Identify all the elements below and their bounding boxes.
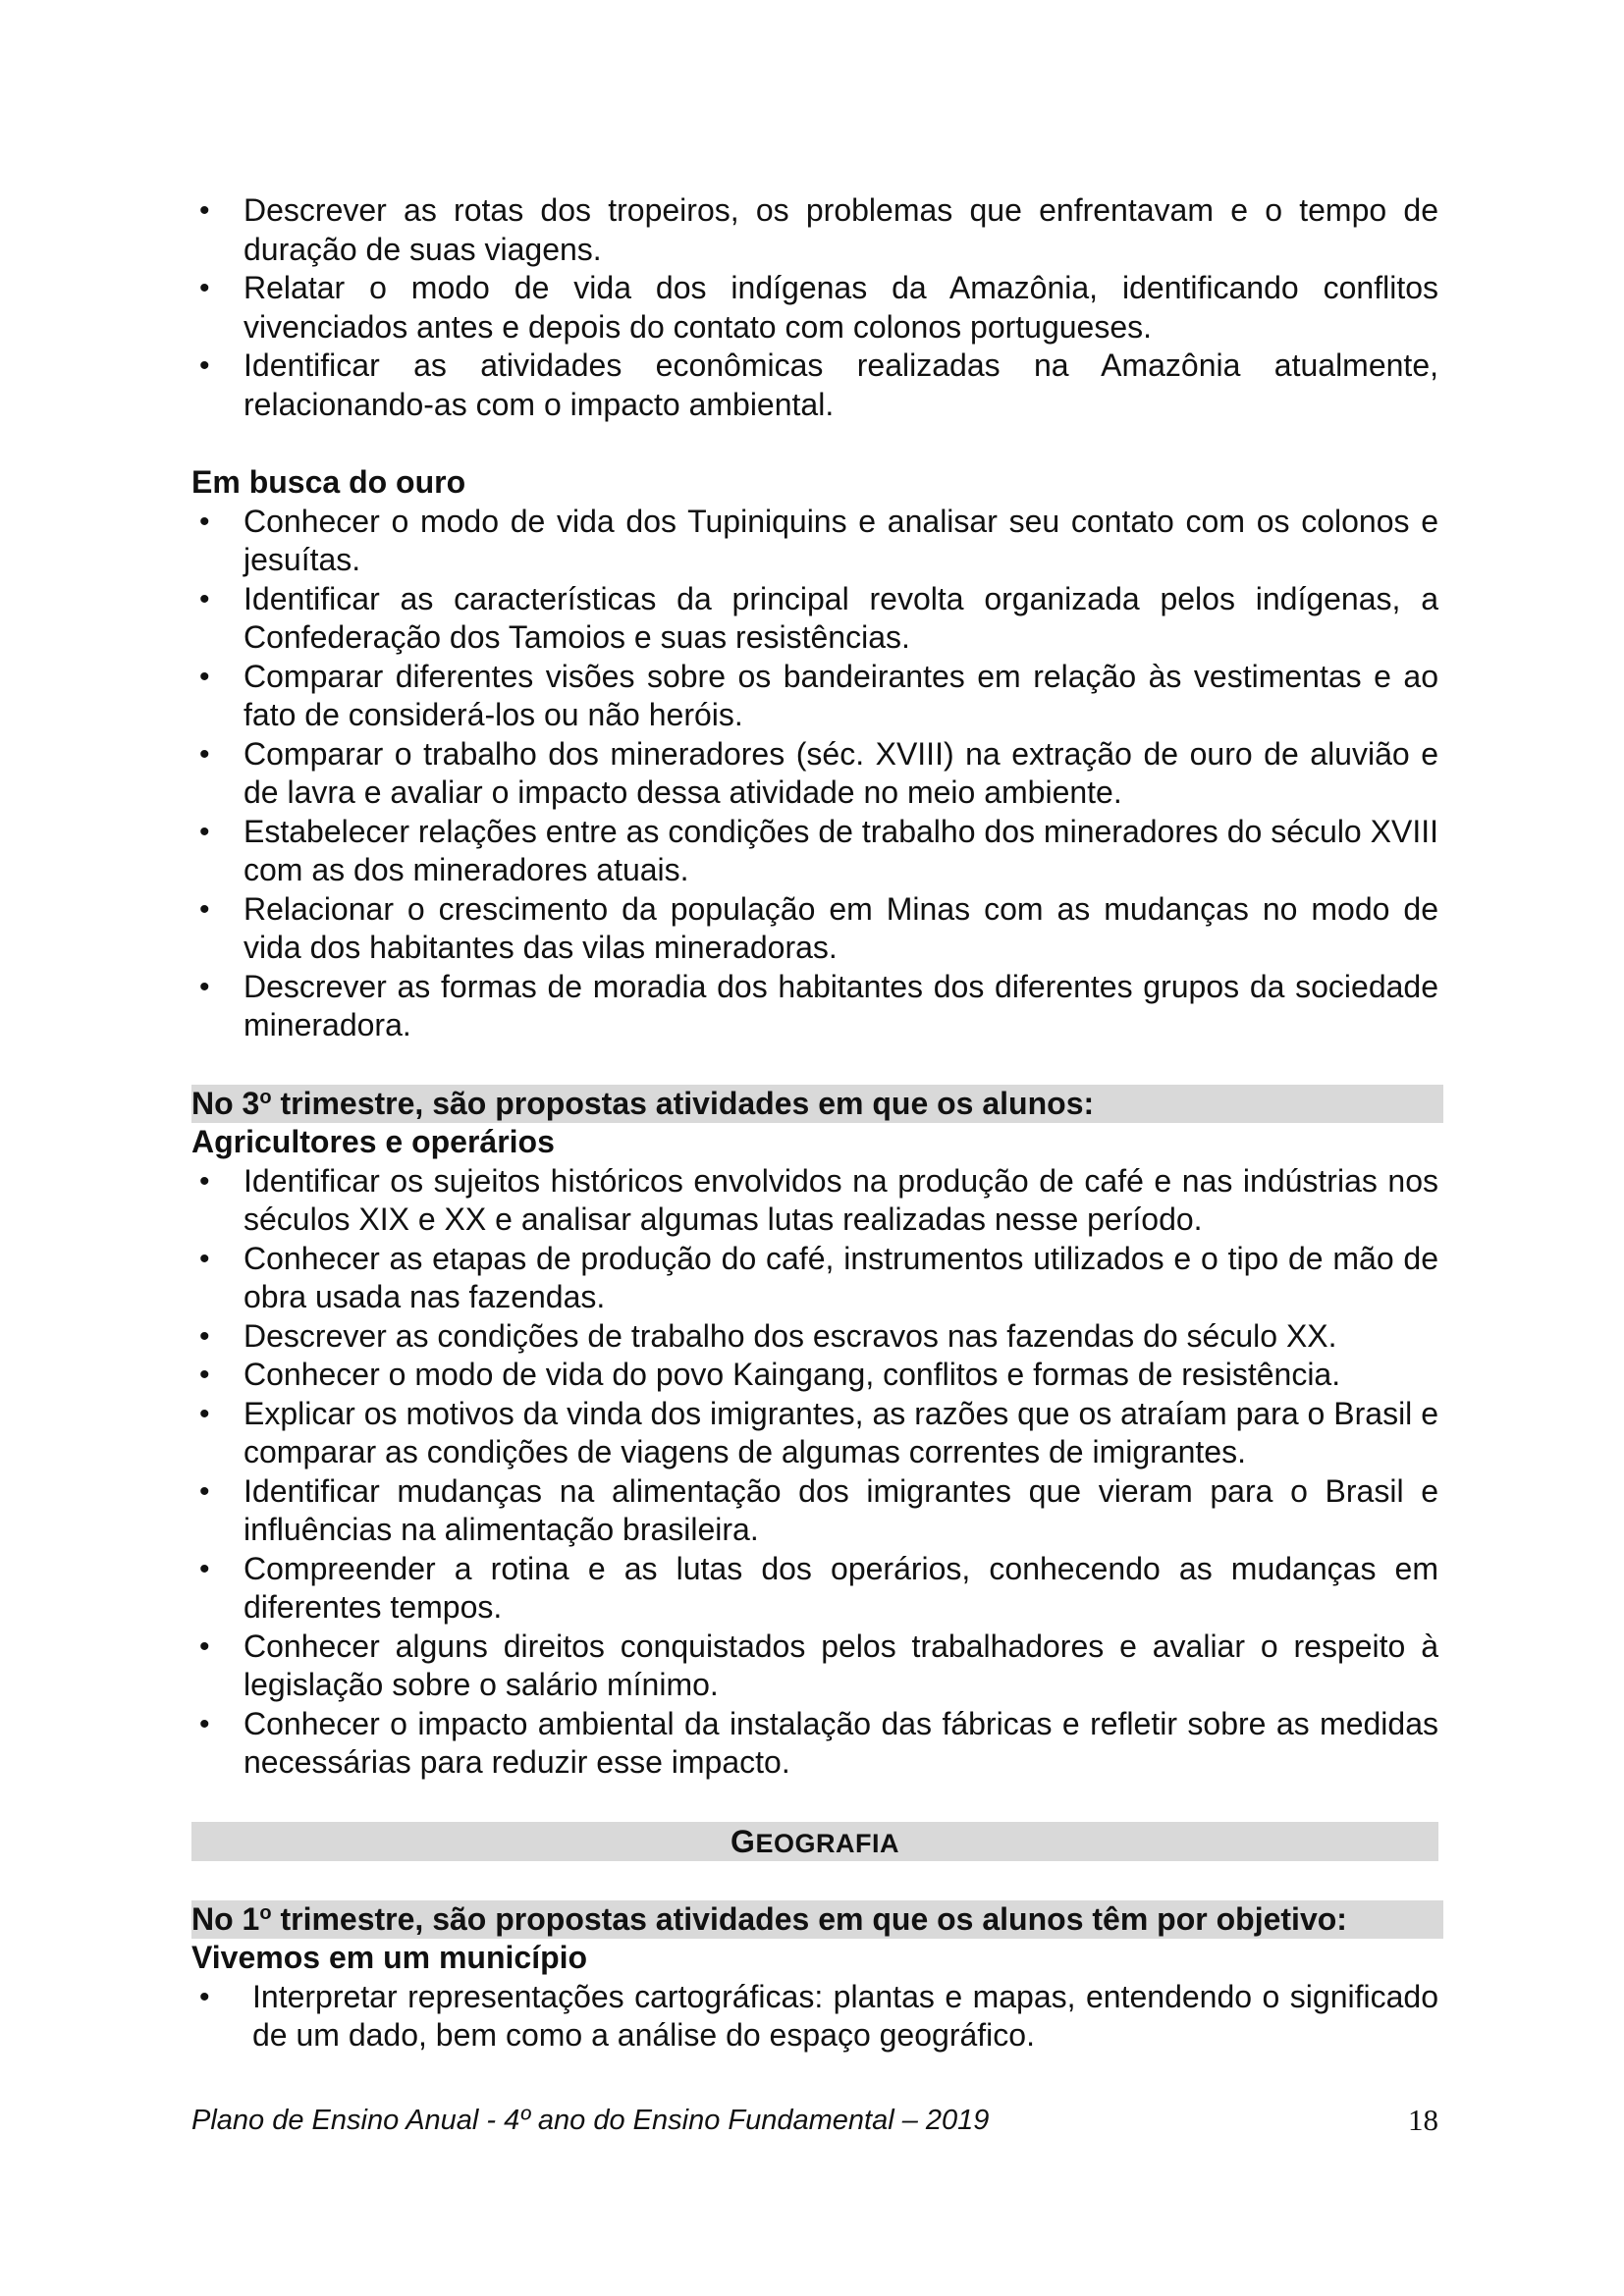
ordinal-sup: o bbox=[259, 1086, 272, 1108]
geografia-rest: EOGRAFIA bbox=[755, 1828, 899, 1858]
page-content bbox=[191, 191, 1438, 2056]
list-item: • Estabelecer relações entre as condições de trabalho dos mineradores do século XVIII com as dos mineradores atuais. bbox=[191, 813, 1438, 890]
geografia-banner bbox=[191, 1822, 1438, 1861]
list-item: • Compreender a rotina e as lutas dos operários, conhecendo as mudanças em diferentes tempos. bbox=[191, 1550, 1438, 1628]
list-item: • Identificar as características da principal revolta organizada pelos indígenas, a Confederação dos Tamoios e suas resistências. bbox=[191, 580, 1438, 658]
page-footer bbox=[191, 2103, 1438, 2138]
list-item: • Relacionar o crescimento da população em Minas com as mudanças no modo de vida dos habitantes das vilas mineradoras. bbox=[191, 890, 1438, 968]
page-number: 18 bbox=[1408, 2103, 1438, 2137]
list-item: • Conhecer o modo de vida do povo Kaingang, conflitos e formas de resistência. bbox=[191, 1356, 1438, 1395]
section-title-municipio: Vivemos em um município bbox=[191, 1940, 588, 1975]
list-top bbox=[191, 191, 1438, 424]
list-item: • Relatar o modo de vida dos indígenas da Amazônia, identificando conflitos vivenciados antes e depois do contato com colonos portugueses. bbox=[191, 269, 1438, 347]
list-ouro bbox=[191, 503, 1438, 1045]
section-title-agricultores: Agricultores e operários bbox=[191, 1124, 555, 1159]
list-item: • Comparar diferentes visões sobre os bandeirantes em relação às vestimentas e ao fato de considerá-los ou não heróis. bbox=[191, 658, 1438, 735]
spacer bbox=[191, 1783, 1438, 1822]
geografia-initial: G bbox=[731, 1823, 756, 1859]
list-item: • Conhecer o impacto ambiental da instalação das fábricas e refletir sobre as medidas necessárias para reduzir esse impacto. bbox=[191, 1705, 1438, 1783]
list-item: • Comparar o trabalho dos mineradores (séc. XVIII) na extração de ouro de aluvião e de lavra e avaliar o impacto dessa atividade no meio ambiente. bbox=[191, 735, 1438, 813]
list-item: • Conhecer as etapas de produção do café, instrumentos utilizados e o tipo de mão de obra usada nas fazendas. bbox=[191, 1240, 1438, 1317]
banner-text: No 1 bbox=[191, 1900, 260, 1937]
list-item: • Identificar as atividades econômicas realizadas na Amazônia atualmente, relacionando-as com o impacto ambiental. bbox=[191, 347, 1438, 424]
footer-text: Plano de Ensino Anual - 4º ano do Ensino Fundamental – 2019 bbox=[191, 2105, 990, 2136]
banner-text: trimestre, são propostas atividades em que os alunos têm por objetivo: bbox=[271, 1900, 1347, 1937]
trimestre-1-banner bbox=[191, 1900, 1443, 1940]
list-item: • Descrever as rotas dos tropeiros, os problemas que enfrentavam e o tempo de duração de suas viagens. bbox=[191, 191, 1438, 269]
ordinal-sup: o bbox=[259, 1901, 272, 1924]
spacer bbox=[191, 1861, 1438, 1900]
list-item: • Conhecer alguns direitos conquistados pelos trabalhadores e avaliar o respeito à legislação sobre o salário mínimo. bbox=[191, 1628, 1438, 1705]
banner-text: No 3 bbox=[191, 1085, 260, 1121]
list-municipio bbox=[191, 1978, 1438, 2056]
spacer bbox=[191, 1045, 1438, 1085]
list-item: • Explicar os motivos da vinda dos imigrantes, as razões que os atraíam para o Brasil e comparar as condições de viagens de algumas correntes de imigrantes. bbox=[191, 1395, 1438, 1472]
list-item: • Interpretar representações cartográficas: plantas e mapas, entendendo o significado de um dado, bem como a análise do espaço geográfico. bbox=[191, 1978, 1438, 2056]
list-item: • Identificar os sujeitos históricos envolvidos na produção de café e nas indústrias nos séculos XIX e XX e analisar algumas lutas realizadas nesse período. bbox=[191, 1162, 1438, 1240]
list-item: • Conhecer o modo de vida dos Tupiniquins e analisar seu contato com os colonos e jesuítas. bbox=[191, 503, 1438, 580]
list-item: • Descrever as condições de trabalho dos escravos nas fazendas do século XX. bbox=[191, 1317, 1438, 1357]
list-item: • Descrever as formas de moradia dos habitantes dos diferentes grupos da sociedade mineradora. bbox=[191, 968, 1438, 1045]
list-agricultores bbox=[191, 1162, 1438, 1783]
spacer bbox=[191, 424, 1438, 463]
section-title-ouro: Em busca do ouro bbox=[191, 464, 466, 500]
list-item: • Identificar mudanças na alimentação dos imigrantes que vieram para o Brasil e influências na alimentação brasileira. bbox=[191, 1472, 1438, 1550]
banner-text: trimestre, são propostas atividades em que os alunos: bbox=[271, 1085, 1095, 1121]
trimestre-3-banner bbox=[191, 1085, 1443, 1124]
